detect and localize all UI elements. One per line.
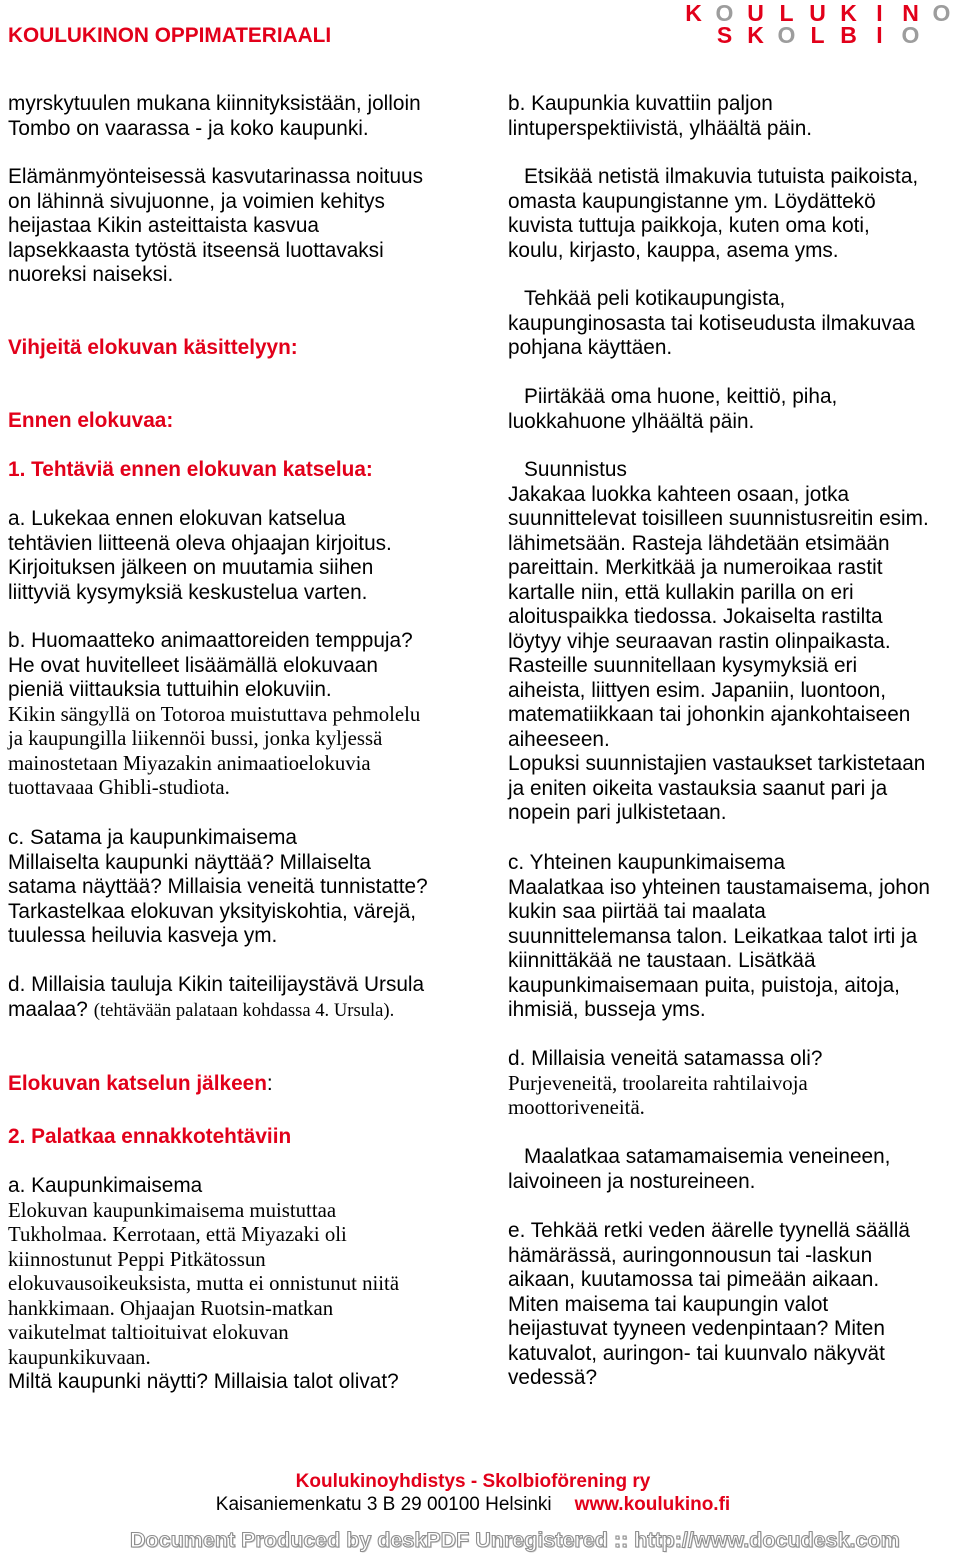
text-line: Piirtäkää oma huone, keittiö, piha, [524,385,838,408]
heading-text: Ennen elokuvaa: [8,409,174,432]
watermark-text: Document Produced by deskPDF Unregistered :: http://www.docudesk.com [130,1528,900,1552]
text-line: aikaan, kuutamossa tai pimeään aikaan. [508,1268,880,1291]
heading-text [8,1072,273,1097]
heading-colon: : [266,1072,273,1095]
logo-ring-letter: O [901,22,920,48]
text-line: kaupunkimaisemaan puita, puistoja, aitoja, [508,973,900,997]
text-line: suunnittelemansa talon. Leikatkaa talot irti ja [508,924,918,948]
text-line: d. Millaisia veneitä satamassa oli? [508,1047,823,1070]
paragraph-task2-b [508,92,812,141]
text-line: Maalatkaa iso yhteinen taustamaisema, johon [508,875,930,899]
text-line: Elokuvan kaupunkimaisema muistuttaa [8,1198,337,1222]
paragraph-summary [8,165,423,288]
text-line: pohjana käyttäen. [508,336,673,359]
text-line: kiinnittäkää ne taustaan. Lisätkää [508,949,816,972]
footer-website: www.koulukino.fi [574,1494,731,1515]
text-line: kaupunkikuvaan. [8,1345,151,1369]
logo-letter: U [809,0,826,26]
text-line: lintuperspektiivistä, ylhäältä päin. [508,116,813,140]
text-line: aloituspaikka tiedossa. Jokaiselta rastilta [508,605,883,628]
text-line: hämärässä, auringonnousun tai -laskun [508,1243,873,1267]
section-heading-before [8,409,173,434]
text-line: nuoreksi naiseksi. [8,263,174,286]
logo-letter: I [876,22,883,48]
text-line: heijastaa Kikin asteittaista kasvua [8,214,319,237]
logo-letter: L [810,22,825,48]
section-heading-task1 [8,458,373,483]
text-line: nopein pari julkistetaan. [508,801,727,824]
text-line: Lopuksi suunnistajien vastaukset tarkistetaan [508,752,926,775]
text-line: moottoriveneitä. [508,1096,645,1119]
logo-letter: K [685,0,702,26]
text-line: aiheista, liittyen esim. Japaniin, luontoon, [508,678,887,702]
heading-text: 1. Tehtäviä ennen elokuvan katselua: [8,458,373,481]
paragraph-intro-end [8,92,421,141]
text-line: d. Millaisia tauluja Kikin taiteilijaystävä Ursula [8,973,425,996]
text-line: Miltä kaupunki näytti? Millaisia talot olivat? [8,1370,399,1393]
text-line: kuvista tuttuja paikkoja, kuten oma koti, [508,214,870,237]
text-line: Suunnistus [524,458,627,481]
text-line: Kirjoituksen jälkeen on muutamia siihen [8,556,374,579]
text-line: Tombo on vaarassa - ja koko kaupunki. [8,116,369,140]
text-line: liittyviä kysymyksiä keskustelua varten. [8,580,368,604]
text-line: tuottavaaa Ghibli-studiota. [8,776,230,799]
text-line: kukin saa piirtää tai maalata [508,900,766,923]
text-line: Tukholmaa. Kerrotaan, että Miyazaki oli [8,1223,347,1246]
text-line: kartalle niin, että kullakin parilla on eri [508,580,854,604]
logo-letter: B [840,22,857,48]
paragraph-task-c [8,826,428,949]
logo-letter: K [840,0,857,26]
text-line: pieniä viittauksia tuttuihin elokuviin. [8,678,332,701]
note-text: (tehtävään palataan kohdassa 4. Ursula). [93,999,395,1021]
text-line: luokkahuone ylhäältä päin. [508,409,755,433]
text-line: mainostetaan Miyazakin animaatioelokuvia [8,751,371,775]
paragraph-task-b [8,629,420,801]
paragraph-home-town-game [508,287,915,361]
text-line: b. Huomaatteko animaattoreiden temppuja? [8,629,413,652]
text-line: a. Lukekaa ennen elokuvan katselua [8,507,346,530]
paragraph-harbour-paint [508,1145,890,1194]
document-title: KOULUKINON OPPIMATERIAALI [8,24,332,47]
text-line: heijastuvat tyyneen vedenpintaan? Miten [508,1317,885,1340]
section-heading-task2 [8,1125,291,1150]
logo-letter: N [902,0,919,26]
text-line: matematiikkaan tai johonkin ajankohtaiseen [508,703,911,726]
text-line: Millaiselta kaupunki näyttää? Millaiselta [8,850,371,874]
paragraph-orienteering [508,458,929,826]
text-line: hankkimaan. Ohjaajan Ruotsin-matkan [8,1296,334,1320]
text-line: c. Yhteinen kaupunkimaisema [508,851,786,874]
text-line: pareittain. Merkitkää ja numeroikaa rastit [508,556,883,579]
text-line: e. Tehkää retki veden äärelle tyynellä säällä [508,1219,910,1242]
text-line: Kikin sängyllä on Totoroa muistuttava pehmolelu [8,702,421,726]
logo-letter: U [747,0,764,26]
text-line: b. Kaupunkia kuvattiin paljon [508,92,773,115]
footer-contact [0,1493,946,1517]
text-line [8,998,424,1023]
text-line: koulu, kirjasto, kauppa, asema yms. [508,238,839,262]
text-line: Elämänmyönteisessä kasvutarinassa noituus [8,165,423,188]
text-line: löytyy vihje seuraavan rastin olinpaikasta. [508,629,891,653]
logo-letter: L [779,0,794,26]
text-line: tuulessa heiluvia kasveja ym. [8,924,278,947]
text-line: c. Satama ja kaupunkimaisema [8,826,297,849]
paragraph-task-d [8,973,424,1022]
heading-label: Elokuvan katselun jälkeen [8,1072,267,1095]
paragraph-task-a [8,507,392,605]
text-line: Tehkää peli kotikaupungista, [524,287,786,310]
text-line: Purjeveneitä, troolareita rahtilaivoja [508,1071,808,1095]
footer-address: Kaisaniemenkatu 3 B 29 00100 Helsinki [215,1494,552,1515]
text-line: kaupunginosasta tai kotiseudusta ilmakuvaa [508,311,915,335]
text-line: ihmisiä, busseja yms. [508,998,706,1021]
text-line: vaikutelmat taltioituivat elokuvan [8,1321,289,1344]
heading-text: 2. Palatkaa ennakkotehtäviin [8,1125,292,1148]
heading-text: Vihjeitä elokuvan käsittelyyn: [8,336,298,359]
text-line: omasta kaupungistanne ym. Löydättekö [508,189,876,213]
text-line: a. Kaupunkimaisema [8,1174,203,1197]
logo-letter: S [716,22,733,48]
text-line: Etsikää netistä ilmakuvia tutuista paikoista, [524,165,919,188]
paragraph-draw-room [508,385,837,434]
logo-ring-letter: O [932,0,951,26]
text-line: ja kaupungilla liikennöi bussi, jonka kyljessä [8,727,383,750]
text-line: myrskytuulen mukana kiinnityksistään, jolloin [8,92,421,115]
text-line: katuvalot, auringon- tai kuunvalo näkyvät [508,1341,885,1365]
question-text: maalaa? [8,997,88,1021]
paragraph-aerial-search [508,165,918,263]
text-line: tehtävien liitteenä oleva ohjaajan kirjoitus. [8,531,392,555]
text-line: vedessä? [508,1366,598,1389]
text-line: satama näyttää? Millaisia veneitä tunnistatte? [8,875,428,898]
logo-letter: K [747,22,764,48]
logo-ring-letter: O [777,22,796,48]
text-line: elokuvausoikeuksista, mutta ei onnistunut niitä [8,1272,400,1295]
section-heading-after [8,1072,273,1097]
text-line: He ovat huvitelleet lisäämällä elokuvaan [8,653,378,677]
text-line: Maalatkaa satamamaisemia veneineen, [524,1145,891,1168]
logo-skolbio [709,24,926,49]
text-line: lähimetsään. Rasteja lähdetään etsimään [508,531,890,555]
paragraph-task2-a [8,1174,399,1395]
text-line: lapsekkaasta tytöstä itseensä luottavaksi [8,238,384,262]
paragraph-task2-e [508,1219,910,1391]
text-line: aiheeseen. [508,727,610,751]
text-line: on lähinnä sivujuonne, ja voimien kehitys [8,189,385,213]
paragraph-task2-c [508,851,930,1023]
text-line: Jakakaa luokka kahteen osaan, jotka [508,482,850,506]
text-line: laivoineen ja nostureineen. [508,1169,756,1193]
section-heading-tips [8,336,298,361]
text-line: suunnittelevat toisilleen suunnistusreitin esim. [508,507,929,530]
text-line: ja eniten oikeita vastauksia saanut pari ja [508,776,888,800]
text-line: Tarkastelkaa elokuvan yksityiskohtia, värejä, [8,899,417,923]
text-line: Miten maisema tai kaupungin valot [508,1292,829,1316]
text-line: kiinnostunut Peppi Pitkätossun [8,1247,266,1271]
logo-ring-letter: O [715,0,734,26]
footer-organization: Koulukinoyhdistys - Skolbioförening ry [295,1471,651,1492]
text-line: Rasteille suunnitellaan kysymyksiä eri [508,654,858,677]
logo-letter: I [876,0,883,26]
paragraph-task2-d [508,1047,822,1121]
